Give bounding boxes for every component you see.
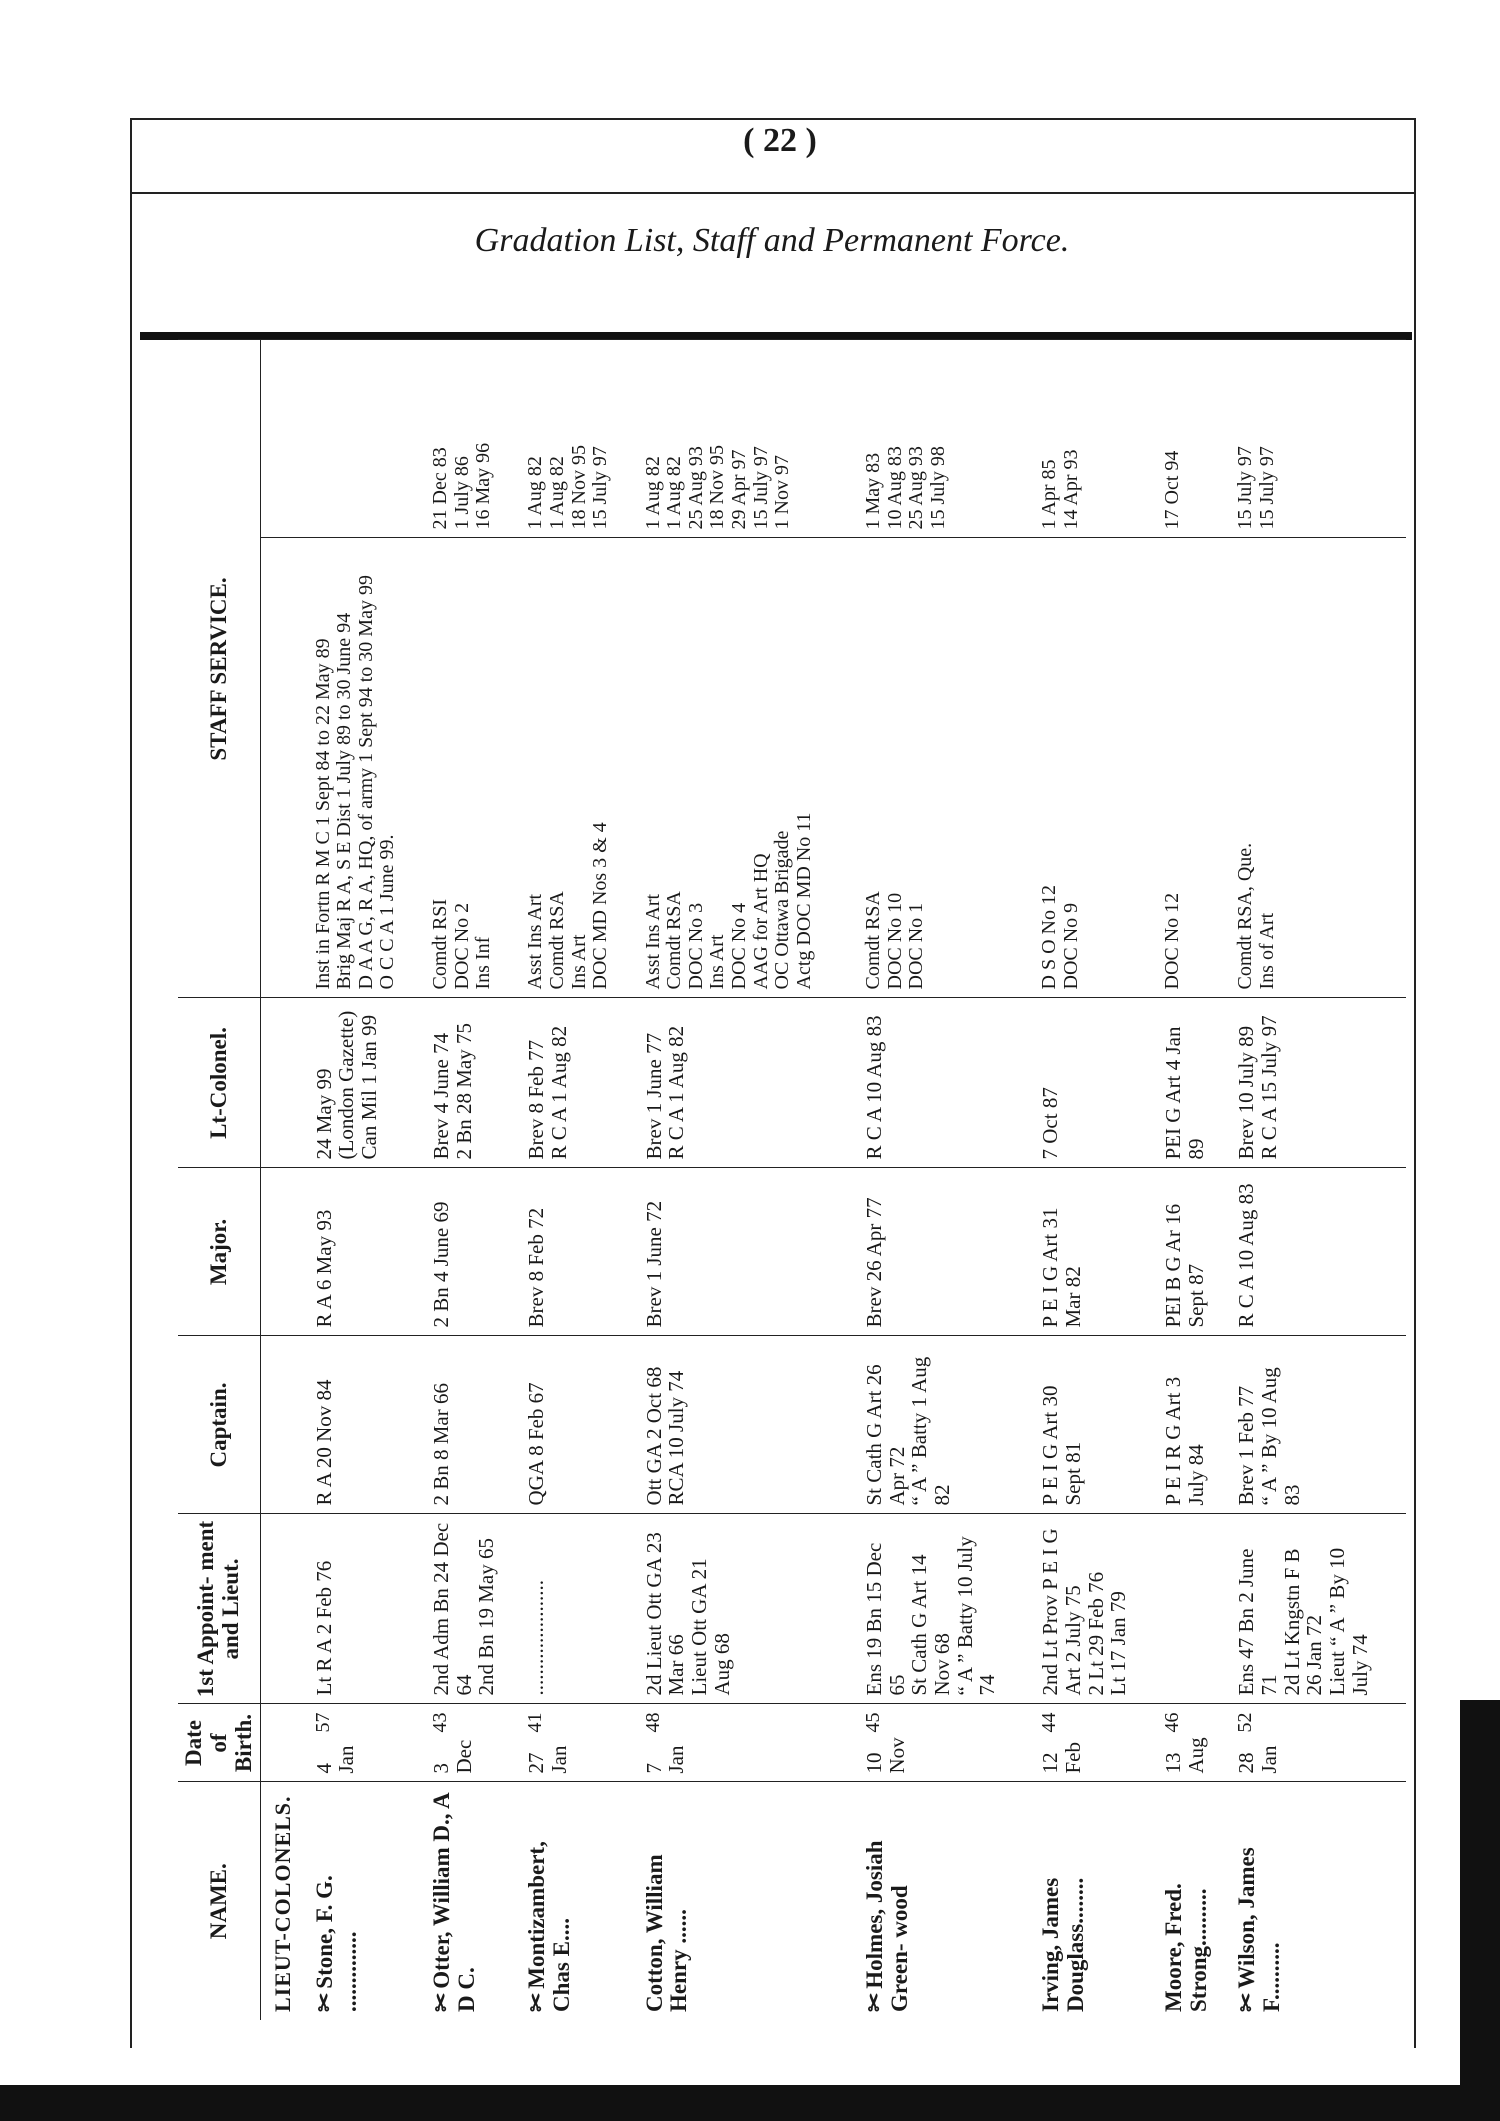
captain-cell: Ott GA 2 Oct 68 RCA 10 July 74 [637,1336,857,1514]
first-appt-cell: ...................... [519,1514,636,1704]
staff-cell: Comdt RSA DOC No 10 DOC No 1 [857,538,1034,998]
table-row [1229,340,1406,2020]
staff-cell: D S O No 12 DOC No 9 [1033,538,1155,998]
name-cell [1156,1782,1230,2020]
section-row [261,340,307,2020]
table-row [424,340,519,2020]
dob-cell [307,1704,424,1782]
scissors-mark-icon: ✂ [1234,1992,1260,2012]
staff-dates-cell: 1 Aug 82 1 Aug 82 25 Aug 93 18 Nov 95 29 Apr 97 15 July 97 1 Nov 97 [637,340,857,538]
age: 46 [1160,1712,1183,1733]
scan-shadow-right [1460,1700,1500,2121]
captain-cell: 2 Bn 8 Mar 66 [424,1336,519,1514]
captain-cell: P E I G Art 30 Sept 81 [1033,1336,1155,1514]
col-first-appt-header: 1st Appoint- ment and Lieut. [178,1514,261,1704]
staff-dates-cell: 17 Oct 94 [1156,340,1230,538]
age: 48 [641,1712,664,1733]
staff-dates-cell: 1 May 83 10 Aug 83 25 Aug 93 15 July 98 [857,340,1034,538]
staff-dates-cell: 15 July 97 15 July 97 [1229,340,1406,538]
birth-date: 7 Jan [641,1745,689,1774]
table-row [307,340,424,2020]
ltcol-cell: Brev 1 June 77 R C A 1 Aug 82 [637,998,857,1168]
officer-name: Irving, James Douglass........ [1038,1877,1089,2012]
captain-cell: QGA 8 Feb 67 [519,1336,636,1514]
name-cell [1033,1782,1155,2020]
dob-cell [1156,1704,1230,1782]
dob-cell [424,1704,519,1782]
col-name-header: NAME. [178,1782,261,2020]
first-appt-cell: 2d Lieut Ott GA 23 Mar 66 Lieut Ott GA 21 Aug 68 [637,1514,857,1704]
col-staff-header: STAFF SERVICE. [178,340,261,998]
ltcol-cell: Brev 8 Feb 77 R C A 1 Aug 82 [519,998,636,1168]
ltcol-cell: 24 May 99 (London Gazette) Can Mil 1 Jan 99 [307,998,424,1168]
age: 41 [524,1712,547,1733]
staff-dates-cell: 1 Apr 85 14 Apr 93 [1033,340,1155,538]
staff-cell: Comdt RSI DOC No 2 Ins Inf [424,538,519,998]
dob-cell [637,1704,857,1782]
staff-dates-cell [307,340,424,538]
staff-cell: Inst in Fortn R M C 1 Sept 84 to 22 May 89 Brig Maj R A, S E Dist 1 July 89 to 30 June 94 D A A G, R A, HQ, of army 1 Sept 94 to 30 May 99 O C C A 1 June 99. [307,538,424,998]
dob-cell [1033,1704,1155,1782]
scissors-mark-icon: ✂ [861,1992,887,2012]
major-cell: R C A 10 Aug 83 [1229,1168,1406,1336]
scan-shadow-bottom [0,2085,1500,2121]
captain-cell: St Cath G Art 26 Apr 72 “ A ” Batty 1 Aug 82 [857,1336,1034,1514]
gradation-table [178,339,1406,2020]
age: 52 [1234,1712,1257,1733]
top-rule [130,118,1414,120]
name-cell [1229,1782,1406,2020]
captain-cell: P E I R G Art 3 July 84 [1156,1336,1230,1514]
first-appt-cell: Ens 47 Bn 2 June 71 2d Lt Kngstn F B 26 Jan 72 Lieut “ A ” By 10 July 74 [1229,1514,1406,1704]
dob-cell [1229,1704,1406,1782]
table-row [857,340,1034,2020]
col-dob-header: Date of Birth. [178,1704,261,1782]
name-cell [637,1782,857,2020]
section-label: LIEUT-COLONELS. [261,1782,307,2020]
scan-edge [0,0,10,2121]
dob-cell [857,1704,1034,1782]
birth-date: 3 Dec [428,1739,476,1774]
officer-name: Holmes, Josiah Green- wood [861,1840,912,2012]
table-row [519,340,636,2020]
page-title: Gradation List, Staff and Permanent Force. [474,222,1070,259]
first-appt-cell: 2nd Lt Prov P E I G Art 2 July 75 2 Lt 29 Feb 76 Lt 17 Jan 79 [1033,1514,1155,1704]
major-cell: P E I G Art 31 Mar 82 [1033,1168,1155,1336]
officer-name: Moore, Fred. Strong.......... [1160,1883,1211,2012]
captain-cell: R A 20 Nov 84 [307,1336,424,1514]
page-number: ( 22 ) [743,122,817,159]
scissors-mark-icon: ✂ [428,1992,454,2012]
major-cell: PEI B G Ar 16 Sept 87 [1156,1168,1230,1336]
birth-date: 13 Aug [1160,1737,1208,1774]
table-row [1156,340,1230,2020]
first-appt-cell [1156,1514,1230,1704]
ltcol-cell: Brev 10 July 89 R C A 15 July 97 [1229,998,1406,1168]
major-cell: Brev 8 Feb 72 [519,1168,636,1336]
staff-cell: DOC No 12 [1156,538,1230,998]
ltcol-cell: R C A 10 Aug 83 [857,998,1034,1168]
ltcol-cell: 7 Oct 87 [1033,998,1155,1168]
birth-date: 28 Jan [1234,1745,1282,1774]
staff-dates-cell: 21 Dec 83 1 July 86 16 May 96 [424,340,519,538]
officer-name: Cotton, William Henry ...... [641,1854,692,2012]
name-cell [424,1782,519,2020]
staff-cell: Comdt RSA, Que. Ins of Art [1229,538,1406,998]
age: 43 [428,1712,451,1733]
first-appt-cell: Lt R A 2 Feb 76 [307,1514,424,1704]
captain-cell: Brev 1 Feb 77 “ A ” By 10 Aug 83 [1229,1336,1406,1514]
birth-date: 12 Feb [1038,1742,1086,1774]
age: 45 [861,1712,884,1733]
gradation-table-rotated [178,340,1406,2020]
header-rule [130,192,1414,194]
officer-name: Wilson, James F.......... [1234,1847,1285,2012]
first-appt-cell: 2nd Adm Bn 24 Dec 64 2nd Bn 19 May 65 [424,1514,519,1704]
scissors-mark-icon: ✂ [311,1992,337,2012]
birth-date: 4 Jan [311,1745,359,1774]
dob-cell [519,1704,636,1782]
staff-cell: Asst Ins Art Comdt RSA DOC No 3 Ins Art DOC No 4 AAG for Art HQ OC Ottawa Brigade Actg DOC MD No 11 [637,538,857,998]
officer-name: Stone, F. G. .............. [311,1875,362,2012]
first-appt-cell: Ens 19 Bn 15 Dec 65 St Cath G Art 14 Nov 68 “ A ” Batty 10 July 74 [857,1514,1034,1704]
col-ltcol-header: Lt-Colonel. [178,998,261,1168]
birth-date: 27 Jan [524,1745,571,1774]
officer-name: Montizambert, Chas E.... [524,1841,575,2012]
birth-date: 10 Nov [861,1737,909,1774]
col-captain-header: Captain. [178,1336,261,1514]
officer-name: Otter, William D., A D C. [428,1793,479,2012]
major-cell: Brev 1 June 72 [637,1168,857,1336]
table-row [1033,340,1155,2020]
major-cell: R A 6 May 93 [307,1168,424,1336]
name-cell [519,1782,636,2020]
name-cell [857,1782,1034,2020]
header-row [178,340,261,2020]
staff-cell: Asst Ins Art Comdt RSA Ins Art DOC MD Nos 3 & 4 [519,538,636,998]
staff-dates-cell: 1 Aug 82 1 Aug 82 18 Nov 95 15 July 97 [519,340,636,538]
age: 44 [1038,1712,1061,1733]
col-major-header: Major. [178,1168,261,1336]
table-row [637,340,857,2020]
major-cell: 2 Bn 4 June 69 [424,1168,519,1336]
ltcol-cell: PEI G Art 4 Jan 89 [1156,998,1230,1168]
ltcol-cell: Brev 4 June 74 2 Bn 28 May 75 [424,998,519,1168]
major-cell: Brev 26 Apr 77 [857,1168,1034,1336]
age: 57 [311,1712,334,1733]
name-cell [307,1782,424,2020]
scissors-mark-icon: ✂ [524,1992,550,2012]
